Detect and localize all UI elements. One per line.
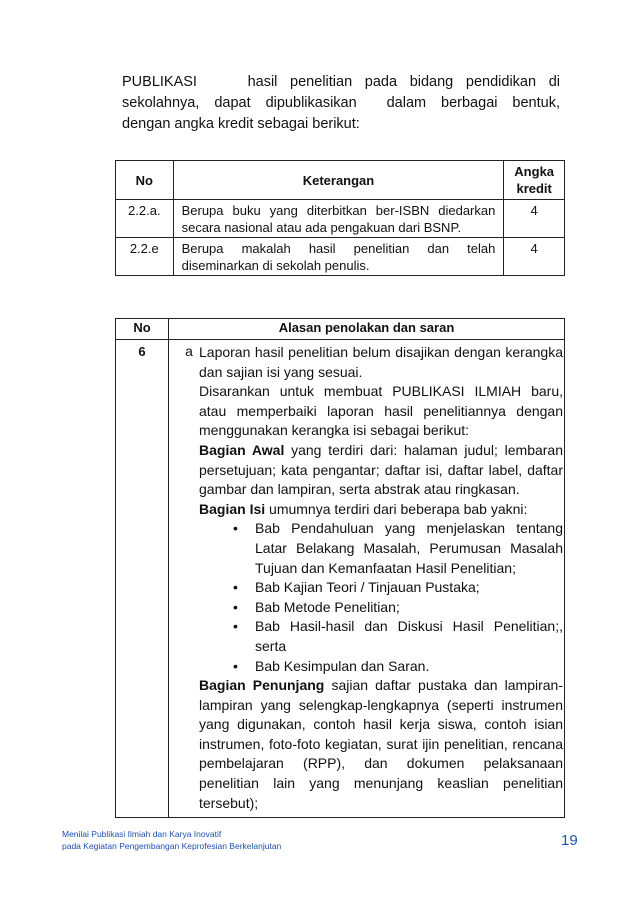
row-no: 2.2.a. [116, 200, 174, 238]
table-header-row [116, 319, 565, 340]
list-item-text: Bab Pendahuluan yang menjelaskan tentang Latar Belakang Masalah, Perumusan Masalah Tujuan dan Kemanfaatan Hasil Penelitian; [255, 520, 563, 576]
table-row [116, 238, 565, 276]
footer-line-2: pada Kegiatan Pengembangan Keprofesian Berkelanjutan [62, 841, 282, 851]
alasan-cell [169, 340, 565, 818]
table-row [116, 340, 565, 818]
row-keterangan: Berupa buku yang diterbitkan ber-ISBN diedarkan secara nasional atau ada pengakuan dari BSNP. [173, 200, 504, 238]
bullet-icon: • [233, 579, 238, 596]
bullet-icon: • [233, 657, 238, 674]
paragraph-laporan: Laporan hasil penelitian belum disajikan dengan kerangka dan sajian isi yang sesuai. [199, 344, 563, 380]
row-angka: 4 [504, 238, 565, 276]
intro-line-1: PUBLIKASI hasil penelitian pada bidang pendidikan di [122, 74, 560, 90]
text-bagian-penunjang: sajian daftar pustaka dan lampiran-lampiran yang selengkap-lengkapnya (seperti instrumen yang digunakan, contoh hasil kerja siswa, contoh isian instrumen, foto-foto kegiatan, surat ijin penelitian, rencana pembelajaran (RPP), dan dokumen pelaksanaan penelitian lain yang menunjang keaslian penelitian tersebut); [199, 677, 563, 811]
bullet-icon: • [233, 520, 238, 537]
list-item [199, 578, 563, 598]
list-item-text: Bab Kesimpulan dan Saran. [255, 657, 430, 674]
item-letter [179, 340, 199, 360]
bullet-icon: • [233, 598, 238, 615]
row-keterangan: Berupa makalah hasil penelitian dan telah diseminarkan di sekolah penulis. [173, 238, 504, 276]
list-item-text: Bab Metode Penelitian; [255, 598, 400, 615]
intro-line-2: sekolahnya, dapat dipublikasikan dalam berbagai bentuk, [122, 95, 560, 111]
row-no: 2.2.e [116, 238, 174, 276]
text-bagian-isi: umumnya terdiri dari beberapa bab yakni: [265, 500, 528, 517]
page-number: 19 [561, 832, 578, 849]
list-item-text: Bab Hasil-hasil dan Diskusi Hasil Penelitian;, serta [255, 618, 563, 654]
alasan-content [199, 340, 563, 817]
list-item [199, 617, 563, 656]
row-no: 6 [116, 340, 169, 818]
label-bagian-isi: Bagian Isi [199, 500, 266, 517]
header-angka-kredit: Angka kredit [504, 161, 565, 200]
footer-line-1: Menilai Publikasi Ilmiah dan Karya Inovatif [62, 829, 222, 839]
angka-kredit-table [115, 160, 565, 276]
list-item [199, 598, 563, 618]
paragraph-saran: Disarankan untuk membuat PUBLIKASI ILMIAH baru, atau memperbaiki laporan hasil penelitiannya dengan menggunakan kerangka isi sebagai berikut: [199, 383, 563, 439]
label-bagian-penunjang: Bagian Penunjang [199, 677, 325, 694]
paragraph-bagian-isi [199, 500, 563, 520]
bab-list [199, 519, 563, 676]
alasan-penolakan-table [115, 318, 565, 818]
intro-paragraph [122, 72, 560, 135]
paragraph-bagian-awal [199, 441, 563, 500]
list-item [199, 519, 563, 578]
item-letter-text: a [185, 343, 193, 359]
list-item [199, 657, 563, 677]
paragraph-bagian-penunjang [199, 676, 563, 813]
row-angka: 4 [504, 200, 565, 238]
table-row [116, 200, 565, 238]
label-bagian-awal: Bagian Awal [199, 441, 285, 458]
header-keterangan: Keterangan [173, 161, 504, 200]
page-footer [62, 828, 281, 852]
text-bagian-awal: yang terdiri dari: halaman judul; lembaran persetujuan; kata pengantar; daftar isi, daftar label, daftar gambar dan lampiran, serta abstrak atau ringkasan. [199, 441, 564, 498]
bullet-icon: • [233, 618, 238, 635]
header-alasan: Alasan penolakan dan saran [169, 319, 565, 340]
header-no: No [116, 161, 174, 200]
list-item-text: Bab Kajian Teori / Tinjauan Pustaka; [255, 579, 480, 596]
header-no: No [116, 319, 169, 340]
intro-line-3: dengan angka kredit sebagai berikut: [122, 116, 360, 132]
table-header-row [116, 161, 565, 200]
